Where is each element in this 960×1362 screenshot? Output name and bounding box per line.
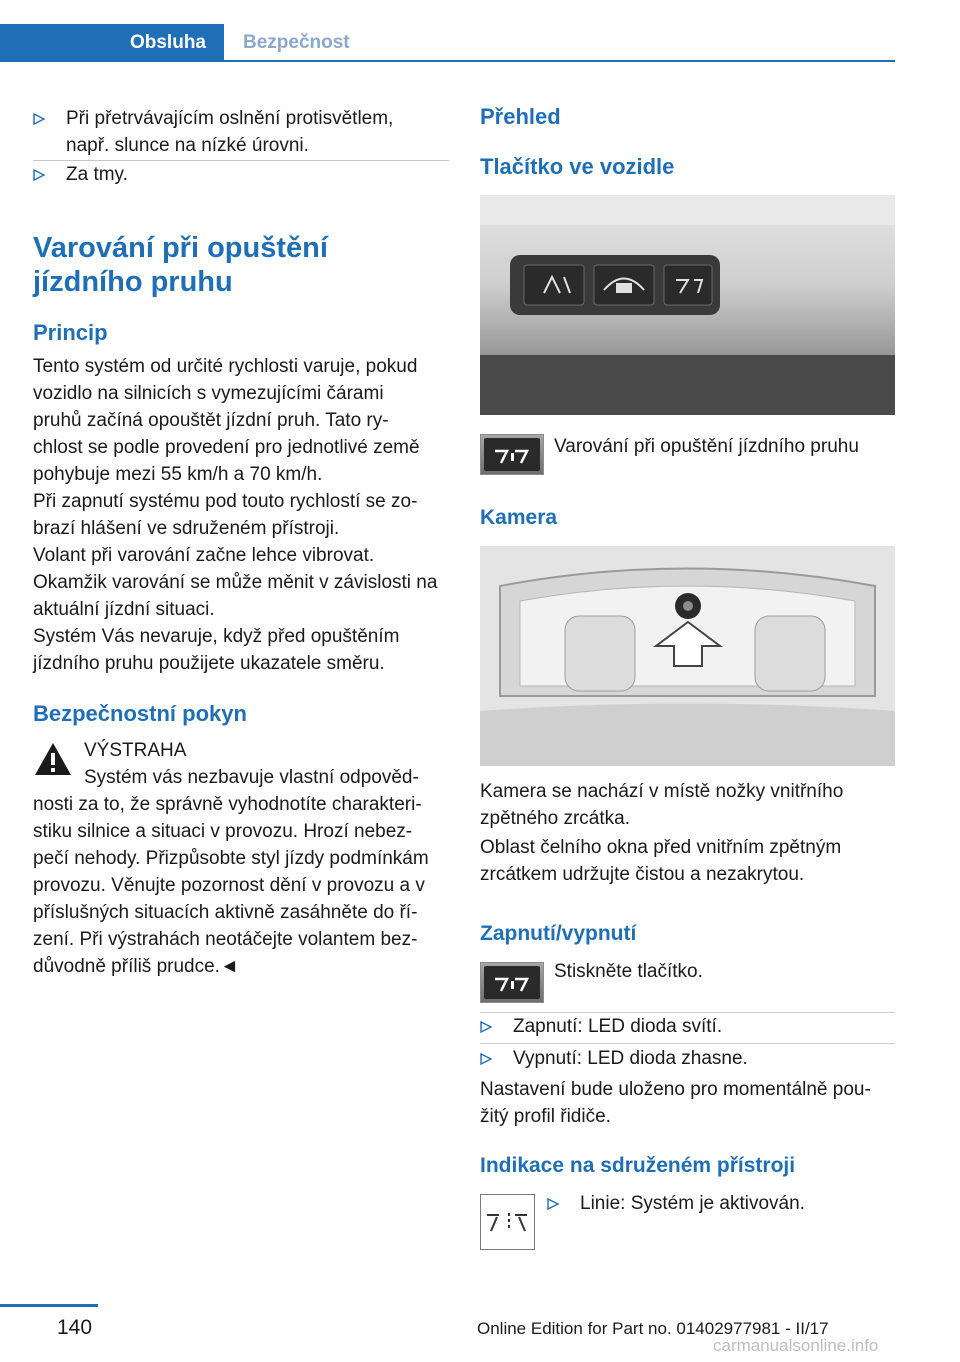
press-button-text: Stiskněte tlačítko. [554,961,703,982]
text-line: vozidlo na silnicích s vymezujícími čárami [33,383,384,404]
warning-label: VÝSTRAHA [84,740,187,761]
list-item-text-continued: např. slunce na nízké úrovni. [66,135,309,156]
warning-paragraph [33,764,449,980]
camera-heading: Kamera [480,506,558,529]
text-line: pohybuje mezi 55 km/h a 70 km/h. [33,464,323,485]
paragraph [33,488,449,542]
text-line: pečí nehody. Přizpůsobte styl jízdy podmínkám [33,848,429,869]
camera-paragraph-2 [480,834,895,888]
indicator-heading: Indikace na sdruženém přístroji [480,1154,796,1177]
list-item-text: Při přetrvávajícím oslnění protisvětlem, [66,108,394,129]
list-item-text: Zapnutí: LED dioda svítí. [513,1016,723,1037]
buttons-illustration [480,195,895,415]
text-line: stiku silnice a situaci v provozu. Hrozí nebez- [33,821,413,842]
lane-departure-button-icon [480,434,544,475]
button-heading: Tlačítko ve vozidle [480,154,675,179]
triangle-right-outline-icon [33,113,45,125]
text-line: Okamžik varování se může měnit v závislosti na [33,572,438,593]
text-line: brazí hlášení ve sdruženém přístroji. [33,518,340,539]
footer-accent-line [0,1304,98,1307]
text-line: žitý profil řidiče. [480,1106,611,1127]
safety-heading: Bezpečnostní pokyn [33,701,247,726]
text-line: Oblast čelního okna před vnitřním zpětným [480,837,842,858]
button-caption: Varování při opuštění jízdního pruhu [554,436,859,457]
text-line: Kamera se nachází v místě nožky vnitřního [480,781,844,802]
page-number: 140 [57,1316,93,1339]
list-item-text: Linie: Systém je aktivován. [580,1193,805,1214]
header-tabbar [0,24,895,62]
overview-heading: Přehled [480,104,561,129]
text-line: pruhů začíná opouštět jízdní pruh. Tato ry- [33,410,389,431]
text-line: provozu. Věnujte pozornost dění v provozu a v [33,875,425,896]
section-title-line1: Varování při opuštění [33,232,328,264]
paragraph [33,623,449,677]
camera-photo [480,546,895,766]
principle-heading: Princip [33,320,108,345]
tab-obsluha[interactable]: Obsluha [0,24,224,62]
text-line: Při zapnutí systému pod touto rychlostí se zo- [33,491,418,512]
text-line: Nastavení bude uloženo pro momentálně pou- [480,1079,871,1100]
text-line: zpětného zrcátka. [480,808,630,829]
text-line: příslušných situacích aktivně zasáhněte do ří- [33,902,418,923]
section-title-line2: jízdního pruhu [33,266,233,298]
tab-bezpecnost[interactable]: Bezpečnost [243,32,350,53]
text-line: důvodně příliš prudce.◄ [33,956,239,977]
list-item-text: Za tmy. [66,164,128,185]
edition-text: Online Edition for Part no. 01402977981 - II/17 [477,1319,829,1338]
text-line: Systém vás nezbavuje vlastní odpověd- [84,767,419,788]
camera-paragraph [480,778,895,832]
text-line: Tento systém od určité rychlosti varuje, pokud [33,356,418,377]
text-line: Systém Vás nevaruje, když před opuštěním [33,626,400,647]
lane-lines-icon [481,1195,534,1249]
principle-paragraph [33,353,449,488]
watermark: carmanualsonline.info [713,1336,879,1355]
paragraph [33,542,449,623]
lane-departure-button-icon [480,962,544,1003]
vehicle-buttons-photo [480,195,895,415]
text-line: zrcátkem udržujte čistou a nezakrytou. [480,864,805,885]
text-line: zení. Při výstrahách neotáčejte volantem bez- [33,929,418,950]
triangle-right-outline-icon [480,1053,492,1065]
text-line: nosti za to, že správně vyhodnotíte charakteri- [33,794,422,815]
text-line: chlost se podle provedení pro jednotlivé země [33,437,420,458]
triangle-right-outline-icon [547,1198,559,1210]
triangle-right-outline-icon [480,1021,492,1033]
camera-illustration [480,546,895,766]
divider [480,1043,895,1044]
lane-lines-icon [493,973,533,995]
lane-lines-icon [493,445,533,467]
lane-lines-indicator-icon [480,1194,535,1250]
text-line: aktuální jízdní situaci. [33,599,215,620]
stored-paragraph [480,1076,895,1130]
text-line: Volant při varování začne lehce vibrovat. [33,545,375,566]
onoff-heading: Zapnutí/vypnutí [480,922,637,945]
text-line: jízdního pruhu použijete ukazatele směru. [33,653,385,674]
list-item-text: Vypnutí: LED dioda zhasne. [513,1048,748,1069]
triangle-right-outline-icon [33,169,45,181]
